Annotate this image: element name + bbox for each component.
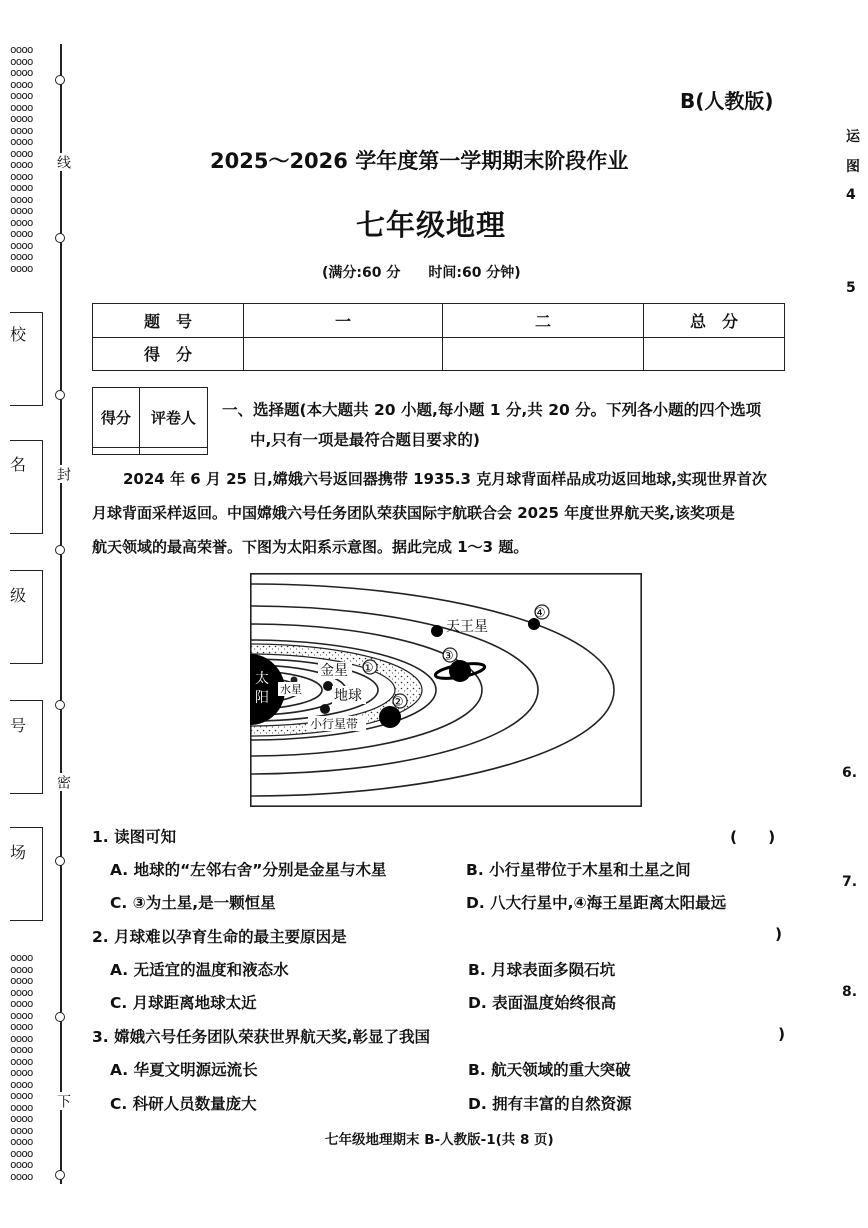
subject-title: 七年级地理 [356, 208, 507, 242]
right-edge-text: 8. [842, 984, 858, 1000]
sun-label-2: 阳 [255, 690, 269, 706]
question-1-option-b: B. 小行星带位于木星和土星之间 [466, 861, 691, 879]
question-1-option-d: D. 八大行星中,④海王星距离太阳最远 [466, 894, 727, 912]
passage-line: 月球背面采样返回。中国嫦娥六号任务团队荣获国际宇航联合会 2025 年度世界航天奖,该奖项是 [92, 504, 735, 522]
section-heading: 一、选择题(本大题共 20 小题,每小题 1 分,共 20 分。下列各小题的四个选项 [222, 401, 762, 419]
score-cell [244, 337, 443, 371]
right-edge-text: 运 [846, 129, 860, 145]
grader-cell [93, 447, 140, 454]
score-header-part2: 二 [443, 304, 644, 338]
marker-2: ② [392, 695, 404, 710]
question-2-option-d: D. 表面温度始终很高 [468, 994, 617, 1012]
passage-line: 2024 年 6 月 25 日,嫦娥六号返回器携带 1935.3 克月球背面样品成功返回地球,实现世界首次 [123, 470, 767, 488]
binding-dot [55, 75, 65, 85]
score-cell [644, 337, 785, 371]
right-edge-text: 7. [842, 874, 858, 890]
binding-dot [55, 233, 65, 243]
uranus-label: 天王星 [446, 619, 488, 635]
question-2-paren: ) [775, 925, 783, 943]
venus [323, 681, 333, 691]
section-heading-cont: 中,只有一项是最符合题目要求的) [250, 431, 480, 449]
binding-word-xian: 线 [55, 155, 71, 169]
passage-line: 航天领域的最高荣誉。下图为太阳系示意图。据此完成 1～3 题。 [92, 538, 529, 556]
score-table [92, 303, 785, 371]
right-edge-text: 5 [846, 280, 856, 296]
right-edge-text: 6. [842, 765, 858, 781]
score-header-part1: 一 [244, 304, 443, 338]
marker-1: ① [362, 661, 374, 676]
score-header-label: 题 号 [93, 304, 244, 338]
uranus [431, 625, 443, 637]
question-2-stem: 2. 月球难以孕育生命的最主要原因是 [92, 928, 347, 946]
score-header-total: 总 分 [644, 304, 785, 338]
question-1-option-c: C. ③为土星,是一颗恒星 [110, 894, 276, 912]
question-3-option-a: A. 华夏文明源远流长 [110, 1061, 258, 1079]
grader-table [92, 387, 208, 455]
page-footer: 七年级地理期末 B-人教版-1(共 8 页) [325, 1132, 554, 1148]
question-3-option-b: B. 航天领域的重大突破 [468, 1061, 631, 1079]
number-label: 号 [10, 716, 27, 735]
question-1-stem: 1. 读图可知 [92, 828, 177, 846]
question-2-option-c: C. 月球距离地球太近 [110, 994, 257, 1012]
marker-3: ③ [442, 649, 454, 664]
binding-dot [55, 1012, 65, 1022]
binding-holes-bottom: oooo oooo oooo oooo oooo oooo oooo oooo oooo oooo oooo oooo oooo oooo oooo oooo oooo oooo oooo oooo [10, 951, 33, 1183]
score-cell [443, 337, 644, 371]
venus-label: 金星 [320, 663, 348, 679]
binding-dot [55, 390, 65, 400]
score-row-label: 得 分 [93, 337, 244, 371]
question-2-option-b: B. 月球表面多陨石坑 [468, 961, 616, 979]
passage [92, 462, 788, 564]
room-label: 场 [10, 843, 27, 862]
belt-label: 小行星带 [310, 717, 359, 731]
binding-word-feng: 封 [55, 467, 71, 481]
binding-holes-top: oooo oooo oooo oooo oooo oooo oooo oooo oooo oooo oooo oooo oooo oooo oooo oooo oooo oooo oooo oooo [10, 43, 33, 275]
binding-word-xia: 下 [55, 1094, 71, 1108]
question-1-paren: ( ) [730, 828, 776, 846]
marker-4: ④ [534, 606, 546, 621]
solar-system-diagram [250, 573, 642, 807]
question-3-option-c: C. 科研人员数量庞大 [110, 1095, 257, 1113]
earth [320, 704, 330, 714]
grader-cell [139, 447, 207, 454]
question-3-paren: ) [778, 1025, 786, 1043]
class-label: 级 [10, 586, 27, 605]
grader-score-label: 得分 [93, 388, 140, 448]
question-1-option-a: A. 地球的“左邻右舍”分别是金星与木星 [110, 861, 387, 879]
question-3-stem: 3. 嫦娥六号任务团队荣获世界航天奖,彰显了我国 [92, 1028, 430, 1046]
sun-label-1: 太 [255, 671, 269, 687]
question-2-option-a: A. 无适宜的温度和液态水 [110, 961, 289, 979]
exam-title: 2025～2026 学年度第一学期期末阶段作业 [210, 149, 629, 173]
grader-name-label: 评卷人 [139, 388, 207, 448]
binding-dot [55, 1170, 65, 1180]
edition-label: B(人教版) [680, 89, 774, 113]
school-label: 校 [10, 325, 27, 344]
right-edge-text: 4 [846, 187, 856, 203]
question-3-option-d: D. 拥有丰富的自然资源 [468, 1095, 632, 1113]
right-edge-text: 图 [846, 159, 860, 175]
name-label: 名 [10, 455, 27, 474]
earth-label: 地球 [334, 688, 362, 704]
binding-dot [55, 856, 65, 866]
mercury-label: 水星 [280, 683, 302, 696]
binding-dot [55, 700, 65, 710]
exam-meta: (满分:60 分 时间:60 分钟) [322, 265, 521, 281]
diagram-frame [251, 574, 641, 806]
binding-word-mi: 密 [55, 775, 71, 789]
binding-dot [55, 545, 65, 555]
